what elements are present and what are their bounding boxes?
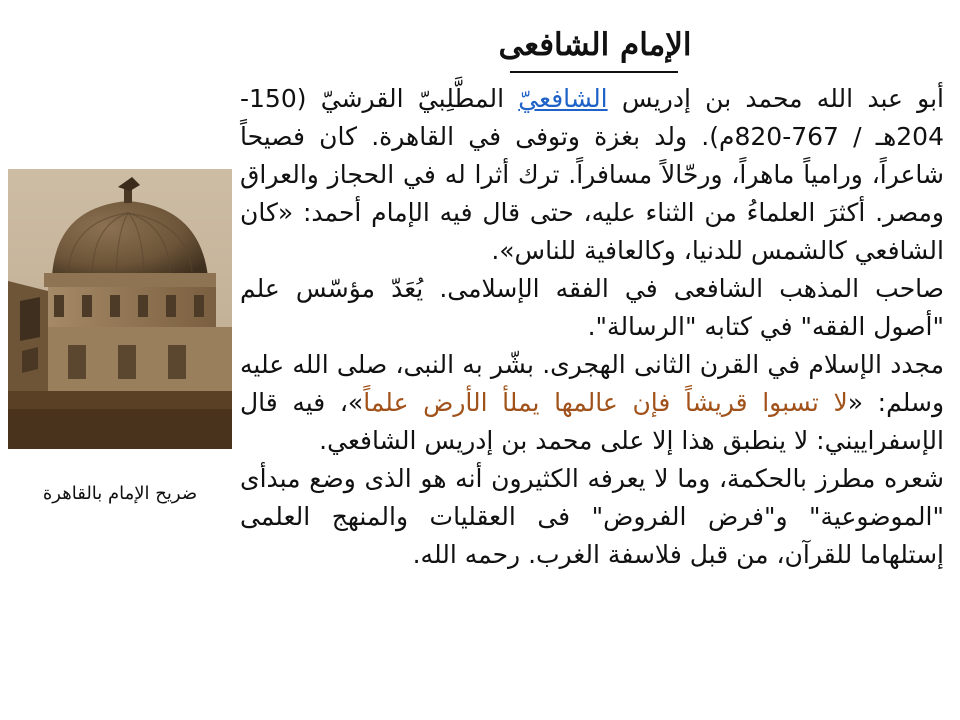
title-underline xyxy=(510,71,678,73)
page-title: الإمام الشافعى xyxy=(498,27,692,63)
article-body xyxy=(240,80,944,710)
hadith-quote: لا تسبوا قريشاً فإن عالمها يملأ الأرض علماً xyxy=(363,388,848,417)
mausoleum-photo xyxy=(8,169,232,449)
paragraph-wisdom: شعره مطرز بالحكمة، وما لا يعرفه الكثيرون أنه هو الذى وضع مبدأى "الموضوعية" و"فرض الفروض" فى العقليات والمنهج العلمى إستلهاما للقرآن، من قبل فلاسفة الغرب. رحمه الله. xyxy=(240,464,944,569)
mujaddid-intro: مجدد الإسلام في القرن الثانى الهجرى. بشّر به النبى، صلى الله عليه وسلم: « xyxy=(240,350,945,417)
photo-caption: ضريح الإمام بالقاهرة xyxy=(42,483,198,504)
shafii-link[interactable]: الشافعيّ xyxy=(518,84,608,113)
paragraph-madhhab: صاحب المذهب الشافعى في الفقه الإسلامى. يُعَدّ مؤسّس علم "أصول الفقه" في كتابه "الرسالة". xyxy=(240,274,944,341)
mausoleum-illustration xyxy=(8,169,232,449)
biography-text: المطَّلِبيّ القرشيّ (150-204هـ / 767-820م). ولد بغزة وتوفى في القاهرة. كان فصيحاً شاعراً، ورامياً ماهراً، ورحّالاً مسافراً. ترك أثرا له في الحجاز والعراق ومصر. أكثرَ العلماءُ من الثناء عليه، حتى قال فيه الإمام أحمد: «كان الشافعي كالشمس للدنيا، وكالعافية للناس». xyxy=(240,84,944,265)
paragraph-mujaddid xyxy=(240,346,944,460)
biography-intro: أبو عبد الله محمد بن إدريس xyxy=(607,84,944,113)
paragraph-biography xyxy=(240,80,944,270)
mujaddid-text: »، فيه قال الإسفراييني: لا ينطبق هذا إلا على محمد بن إدريس الشافعي. xyxy=(240,388,944,455)
